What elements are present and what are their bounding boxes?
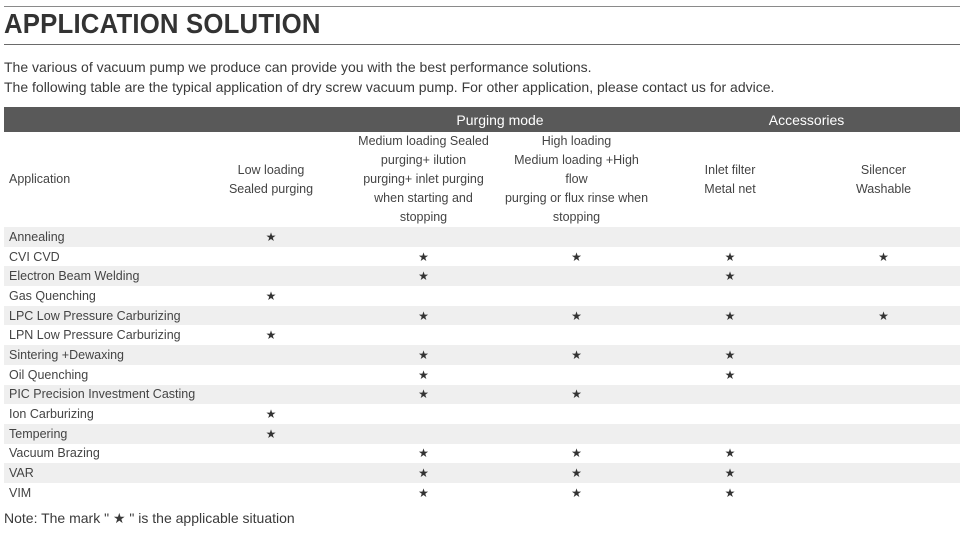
- application-name: Vacuum Brazing: [9, 446, 100, 461]
- mark-cell-high: [500, 325, 653, 345]
- mark-cell-medium: ★: [418, 347, 429, 362]
- mark-cell-silencer: [807, 286, 960, 306]
- mark-cell-high: ★: [571, 485, 582, 500]
- mark-cell-medium: ★: [418, 466, 429, 481]
- mark-cell-high: ★: [571, 308, 582, 323]
- intro-line-2: The following table are the typical application of dry screw vacuum pump. For other application, please contact us for advice.: [4, 79, 775, 95]
- mark-cell-high: [500, 424, 653, 444]
- column-header-silencer: Silencer Washable: [855, 162, 912, 196]
- mark-cell-inlet: [653, 385, 807, 405]
- mark-cell-silencer: ★: [878, 308, 889, 323]
- application-table: [4, 107, 960, 503]
- mark-cell-inlet: ★: [724, 269, 736, 284]
- column-header-high-loading: High loading Medium loading +High flow purging or flux rinse when stopping: [504, 134, 649, 224]
- application-name: LPN Low Pressure Carburizing: [9, 328, 181, 343]
- mark-cell-medium: ★: [418, 269, 429, 284]
- mark-cell-inlet: [653, 286, 807, 306]
- mark-cell-low: [195, 365, 347, 385]
- table-row: [4, 424, 960, 444]
- mark-cell-silencer: [807, 345, 960, 365]
- mark-cell-medium: [347, 424, 500, 444]
- top-rule: [4, 6, 960, 7]
- footnote: Note: The mark " ★ " is the applicable situation: [4, 510, 295, 526]
- mark-cell-low: [195, 444, 347, 464]
- mark-cell-low: ★: [265, 328, 277, 343]
- mark-cell-silencer: [807, 463, 960, 483]
- column-header-medium-loading: Medium loading Sealed purging+ ilution purging+ inlet purging when starting and stopping: [358, 134, 489, 224]
- application-name: VAR: [9, 466, 34, 481]
- mark-cell-low: ★: [265, 288, 277, 303]
- mark-cell-silencer: [807, 404, 960, 424]
- mark-cell-high: ★: [571, 466, 582, 481]
- application-name: Sintering +Dewaxing: [9, 347, 124, 362]
- mark-cell-medium: ★: [418, 485, 429, 500]
- mark-cell-silencer: [807, 325, 960, 345]
- intro-text: [4, 57, 774, 97]
- table-row: [4, 483, 960, 503]
- mark-cell-low: [195, 266, 347, 286]
- mark-cell-inlet: ★: [724, 308, 736, 323]
- mark-cell-medium: [347, 286, 500, 306]
- mark-cell-high: ★: [571, 249, 582, 264]
- table-row: [4, 325, 960, 345]
- table-row: [4, 365, 960, 385]
- application-name: VIM: [9, 485, 32, 500]
- mark-cell-inlet: [653, 227, 807, 247]
- mark-cell-inlet: ★: [724, 446, 736, 461]
- mark-cell-medium: ★: [418, 308, 429, 323]
- mark-cell-medium: ★: [418, 446, 429, 461]
- mark-cell-low: ★: [265, 407, 277, 422]
- mark-cell-inlet: ★: [724, 485, 736, 500]
- table-row: [4, 385, 960, 405]
- mark-cell-silencer: [807, 365, 960, 385]
- mark-cell-silencer: [807, 444, 960, 464]
- mark-cell-high: ★: [571, 387, 582, 402]
- mark-cell-low: [195, 483, 347, 503]
- group-header-spacer: [4, 107, 347, 132]
- mark-cell-inlet: ★: [724, 367, 736, 382]
- mark-cell-high: ★: [571, 347, 582, 362]
- mark-cell-high: [500, 286, 653, 306]
- mark-cell-medium: ★: [418, 249, 429, 264]
- application-name: Tempering: [9, 426, 68, 441]
- mark-cell-medium: [347, 227, 500, 247]
- mark-cell-high: [500, 404, 653, 424]
- mark-cell-inlet: ★: [724, 249, 736, 264]
- mark-cell-silencer: [807, 424, 960, 444]
- page-title: APPLICATION SOLUTION: [4, 8, 321, 39]
- column-header-low-loading: Low loading Sealed purging: [228, 162, 314, 196]
- mark-cell-low: [195, 385, 347, 405]
- application-name: PIC Precision Investment Casting: [9, 387, 196, 402]
- application-name: Ion Carburizing: [9, 407, 94, 422]
- mark-cell-inlet: [653, 404, 807, 424]
- mark-cell-silencer: [807, 227, 960, 247]
- title-rule: [4, 44, 960, 45]
- table-row: [4, 286, 960, 306]
- mark-cell-inlet: [653, 325, 807, 345]
- group-header-row: [4, 107, 960, 132]
- table-row: [4, 266, 960, 286]
- mark-cell-low: [195, 463, 347, 483]
- table-row: [4, 227, 960, 247]
- table-row: [4, 463, 960, 483]
- mark-cell-silencer: [807, 385, 960, 405]
- mark-cell-high: ★: [571, 446, 582, 461]
- table-row: [4, 306, 960, 326]
- table-body: [4, 227, 960, 503]
- mark-cell-low: ★: [265, 229, 277, 244]
- application-name: CVI CVD: [9, 249, 60, 264]
- mark-cell-low: [195, 345, 347, 365]
- mark-cell-medium: [347, 325, 500, 345]
- group-header-purging: Purging mode: [347, 107, 653, 132]
- mark-cell-high: [500, 365, 653, 385]
- mark-cell-silencer: ★: [878, 249, 889, 264]
- mark-cell-silencer: [807, 266, 960, 286]
- application-name: Gas Quenching: [9, 288, 96, 303]
- mark-cell-silencer: [807, 483, 960, 503]
- mark-cell-low: [195, 247, 347, 267]
- intro-line-1: The various of vacuum pump we produce can provide you with the best performance solutions.: [4, 59, 592, 75]
- mark-cell-medium: [347, 404, 500, 424]
- column-header-row: [4, 132, 960, 227]
- table-row: [4, 247, 960, 267]
- mark-cell-inlet: [653, 424, 807, 444]
- mark-cell-low: ★: [265, 426, 277, 441]
- mark-cell-high: [500, 227, 653, 247]
- table-row: [4, 404, 960, 424]
- mark-cell-inlet: ★: [724, 466, 736, 481]
- table-row: [4, 444, 960, 464]
- application-name: Electron Beam Welding: [9, 269, 140, 284]
- group-header-accessories: Accessories: [653, 107, 960, 132]
- mark-cell-high: [500, 266, 653, 286]
- application-name: LPC Low Pressure Carburizing: [9, 308, 181, 323]
- application-name: Annealing: [9, 229, 65, 244]
- table-row: [4, 345, 960, 365]
- application-name: Oil Quenching: [9, 367, 89, 382]
- mark-cell-inlet: ★: [724, 347, 736, 362]
- mark-cell-medium: ★: [418, 367, 429, 382]
- mark-cell-medium: ★: [418, 387, 429, 402]
- column-header-application: Application: [9, 172, 71, 186]
- mark-cell-low: [195, 306, 347, 326]
- column-header-inlet-filter: Inlet filter Metal net: [704, 162, 756, 196]
